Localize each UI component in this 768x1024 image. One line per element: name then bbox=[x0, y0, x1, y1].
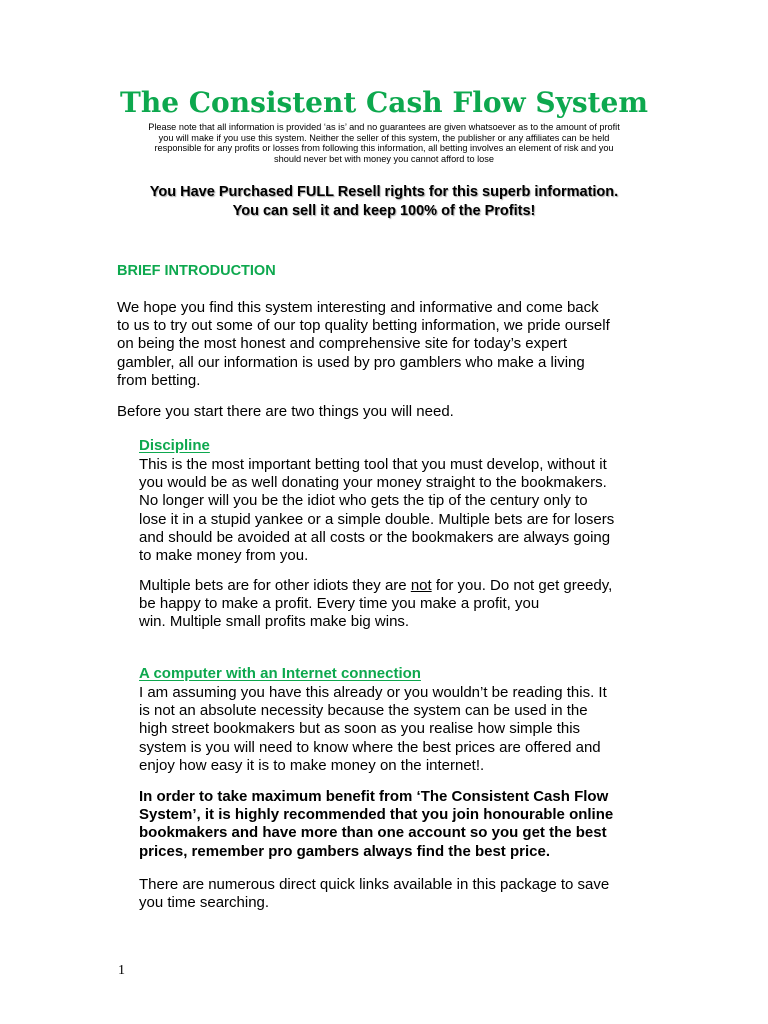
disclaimer bbox=[112, 122, 656, 164]
paragraph-line: This is the most important betting tool that you must develop, without it bbox=[139, 456, 607, 473]
paragraph-line bbox=[139, 577, 612, 595]
multiple-bets-paragraph bbox=[139, 577, 612, 632]
computer-paragraph bbox=[139, 684, 607, 775]
resell-rights-notice bbox=[100, 183, 668, 221]
intro-paragraph bbox=[117, 299, 610, 390]
paragraph-line: win. Multiple small profits make big wins. bbox=[139, 613, 410, 631]
paragraph-line: is not an absolute necessity because the system can be used in the bbox=[139, 702, 588, 720]
disclaimer-line: Please note that all information is provided ‘as is’ and no guarantees are given whatsoever as to the amount of profit bbox=[148, 122, 620, 132]
paragraph-line: lose it in a stupid yankee or a simple double. Multiple bets are for losers bbox=[139, 510, 615, 528]
disclaimer-line: you will make if you use this system. Neither the seller of this system, the publisher or any affiliates can be held bbox=[158, 132, 610, 143]
disclaimer-line: should never bet with money you cannot afford to lose bbox=[274, 153, 494, 164]
document-title: The Consistent Cash Flow System bbox=[120, 86, 648, 119]
paragraph-line: and should be avoided at all costs or the bookmakers are always going bbox=[139, 528, 611, 546]
paragraph-line: to make money from you. bbox=[139, 547, 309, 565]
paragraph-line: be happy to make a profit. Every time you make a profit, you bbox=[139, 595, 540, 613]
paragraph-line: from betting. bbox=[117, 371, 201, 389]
paragraph-line: high street bookmakers but as soon as you realise how simple this bbox=[139, 720, 581, 738]
discipline-paragraph bbox=[139, 456, 614, 565]
paragraph-line: There are numerous direct quick links available in this package to save bbox=[139, 876, 610, 893]
disclaimer-line: responsible for any profits or losses from following this information, all betting involves an element of risk and you bbox=[154, 143, 614, 154]
paragraph-line: No longer will you be the idiot who gets the tip of the century only to bbox=[139, 492, 588, 510]
text-run: for you. Do not get greedy, bbox=[431, 577, 613, 594]
underlined-word: not bbox=[410, 577, 432, 594]
paragraph-line: to us to try out some of our top quality betting information, we pride ourself bbox=[117, 317, 610, 335]
recommendation-paragraph bbox=[139, 788, 613, 861]
paragraph-line: you would be as well donating your money straight to the bookmakers. bbox=[139, 474, 607, 492]
paragraph-line: bookmakers and have more than one account so you get the best bbox=[139, 824, 607, 842]
paragraph-line: enjoy how easy it is to make money on the internet!. bbox=[139, 756, 485, 774]
page-number: 1 bbox=[118, 963, 125, 978]
quick-links-paragraph bbox=[139, 876, 609, 912]
paragraph-line: I am assuming you have this already or you wouldn’t be reading this. It bbox=[139, 684, 607, 701]
intro-heading: BRIEF INTRODUCTION bbox=[117, 263, 276, 279]
paragraph-line: gambler, all our information is used by pro gamblers who make a living bbox=[117, 353, 585, 371]
before-start-text: Before you start there are two things you will need. bbox=[117, 403, 454, 420]
resell-notice-line: You Have Purchased FULL Resell rights for this superb information. bbox=[149, 184, 619, 200]
text-run: Multiple bets are for other idiots they are bbox=[139, 577, 411, 594]
paragraph-line: System’, it is highly recommended that you join honourable online bbox=[139, 806, 614, 824]
discipline-heading: Discipline bbox=[139, 437, 210, 454]
computer-heading: A computer with an Internet connection bbox=[139, 665, 421, 682]
paragraph-line: you time searching. bbox=[139, 894, 270, 912]
paragraph-line: In order to take maximum benefit from ‘The Consistent Cash Flow bbox=[139, 788, 609, 805]
paragraph-line: on being the most honest and comprehensive site for today’s expert bbox=[117, 335, 567, 353]
paragraph-line: system is you will need to know where the best prices are offered and bbox=[139, 738, 601, 756]
paragraph-line: We hope you find this system interesting and informative and come back bbox=[117, 299, 599, 316]
resell-notice-line: You can sell it and keep 100% of the Profits! bbox=[232, 203, 536, 219]
paragraph-line: prices, remember pro gambers always find the best price. bbox=[139, 842, 550, 860]
